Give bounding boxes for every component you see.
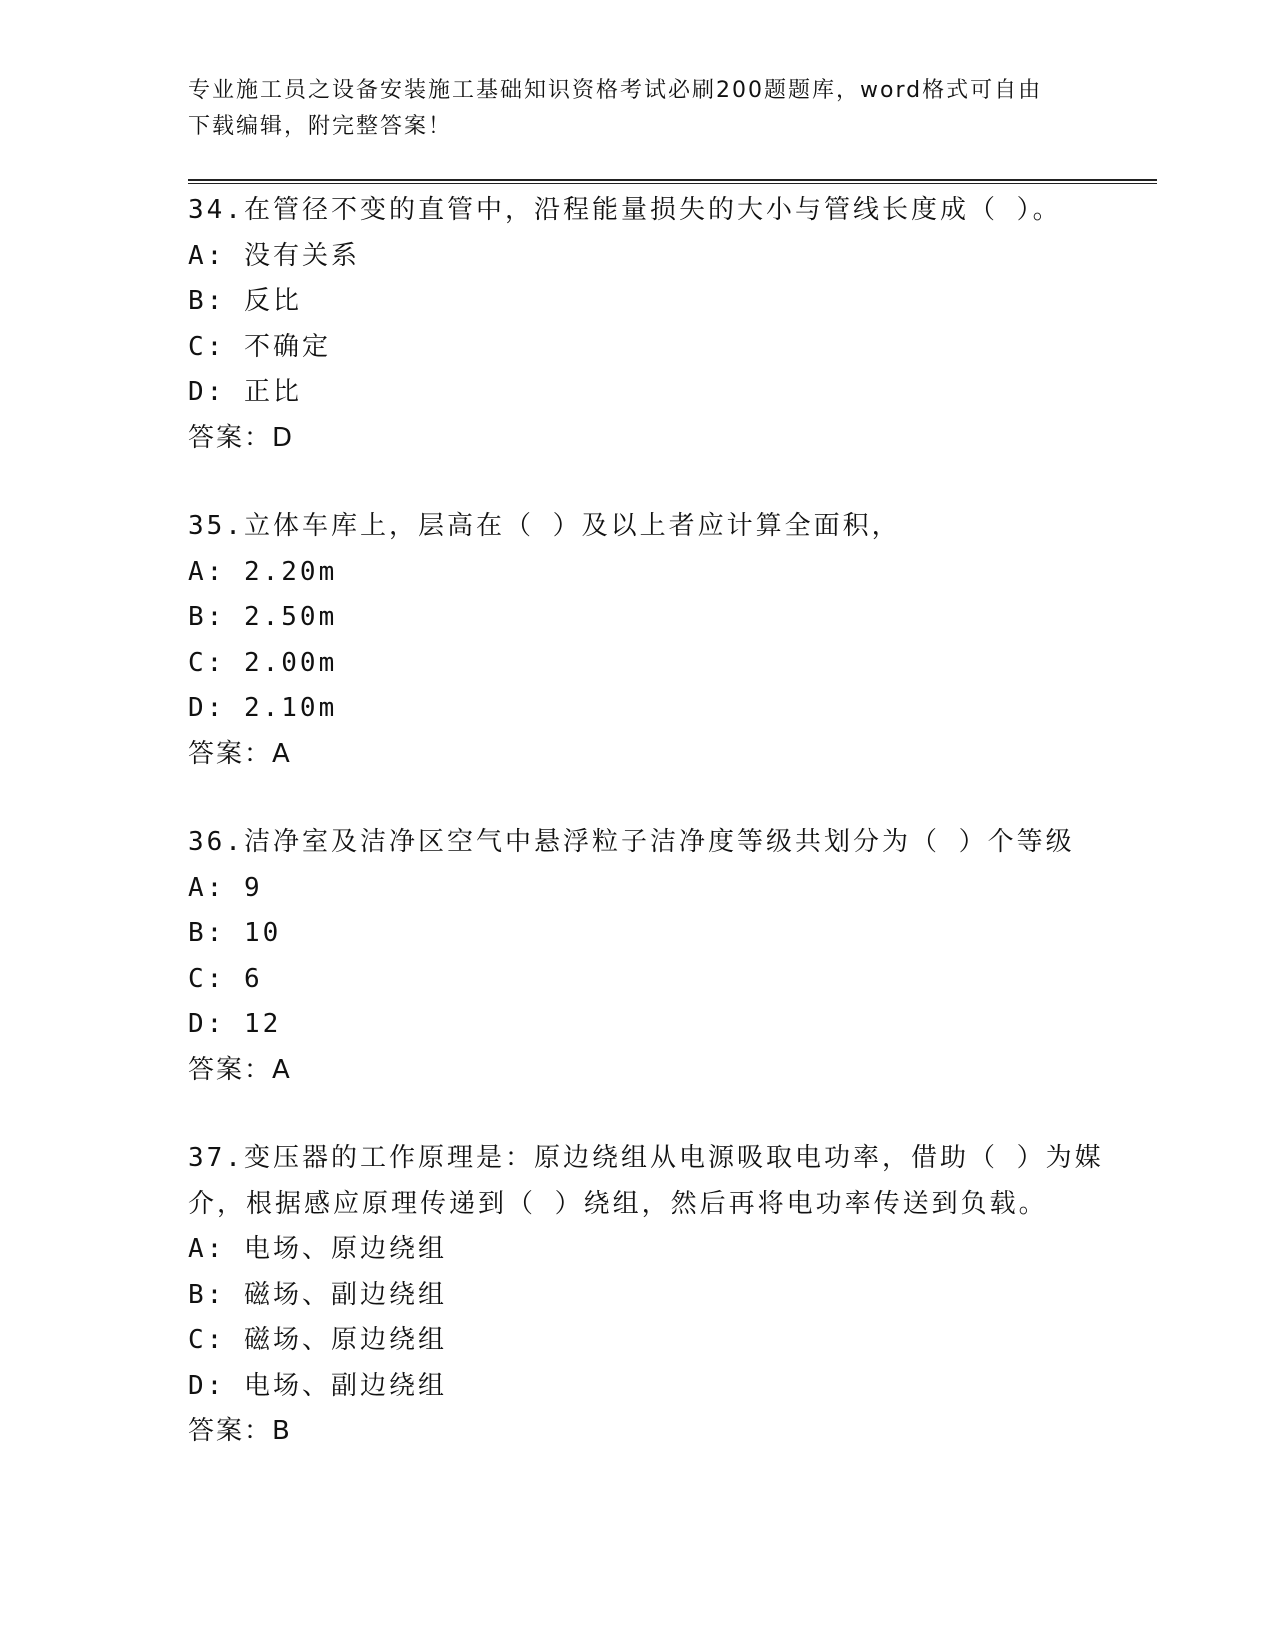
option-a: A: 电场、原边绕组 <box>188 1234 447 1264</box>
answer-line: 答案：D <box>188 422 295 453</box>
question-title: 36.洁净室及洁净区空气中悬浮粒子洁净度等级共划分为（ ）个等级 <box>188 827 1075 857</box>
answer-line: 答案：B <box>188 1416 292 1446</box>
option-c: C: 2.00m <box>188 647 338 678</box>
option-c: C: 6 <box>188 963 263 994</box>
question-title: 37.变压器的工作原理是：原边绕组从电源吸取电功率，借助（ ）为媒介，根据感应原理传递到（ ）绕组，然后再将电功率传送到负载。 <box>188 1143 1104 1219</box>
option-b: B: 10 <box>188 918 282 948</box>
header-line-1: 专业施工员之设备安装施工基础知识资格考试必刷200题题库，word格式可自由 <box>188 78 1043 103</box>
option-b: B: 磁场、副边绕组 <box>188 1279 447 1310</box>
option-a: A: 2.20m <box>188 556 338 587</box>
question-36 <box>188 820 1108 1093</box>
option-b: B: 反比 <box>188 286 302 316</box>
option-b: B: 2.50m <box>188 602 338 632</box>
question-title: 35.立体车库上，层高在（ ）及以上者应计算全面积， <box>188 511 901 541</box>
option-d: D: 12 <box>188 1009 282 1039</box>
option-d: D: 正比 <box>188 377 302 407</box>
question-34 <box>188 188 1108 461</box>
option-a: A: 没有关系 <box>188 240 360 271</box>
question-title: 34.在管径不变的直管中，沿程能量损失的大小与管线长度成（ ）。 <box>188 195 1062 225</box>
option-d: D: 2.10m <box>188 693 338 723</box>
option-c: C: 磁场、原边绕组 <box>188 1325 447 1355</box>
answer-line: 答案：A <box>188 738 292 769</box>
document-header <box>188 73 1088 145</box>
question-35 <box>188 504 1108 777</box>
option-d: D: 电场、副边绕组 <box>188 1370 447 1401</box>
header-line-2: 下载编辑，附完整答案！ <box>188 114 453 139</box>
option-c: C: 不确定 <box>188 331 331 362</box>
answer-line: 答案：A <box>188 1054 292 1085</box>
question-37 <box>188 1136 1108 1455</box>
header-divider <box>188 179 1157 184</box>
question-list <box>188 188 1108 1498</box>
option-a: A: 9 <box>188 872 263 903</box>
